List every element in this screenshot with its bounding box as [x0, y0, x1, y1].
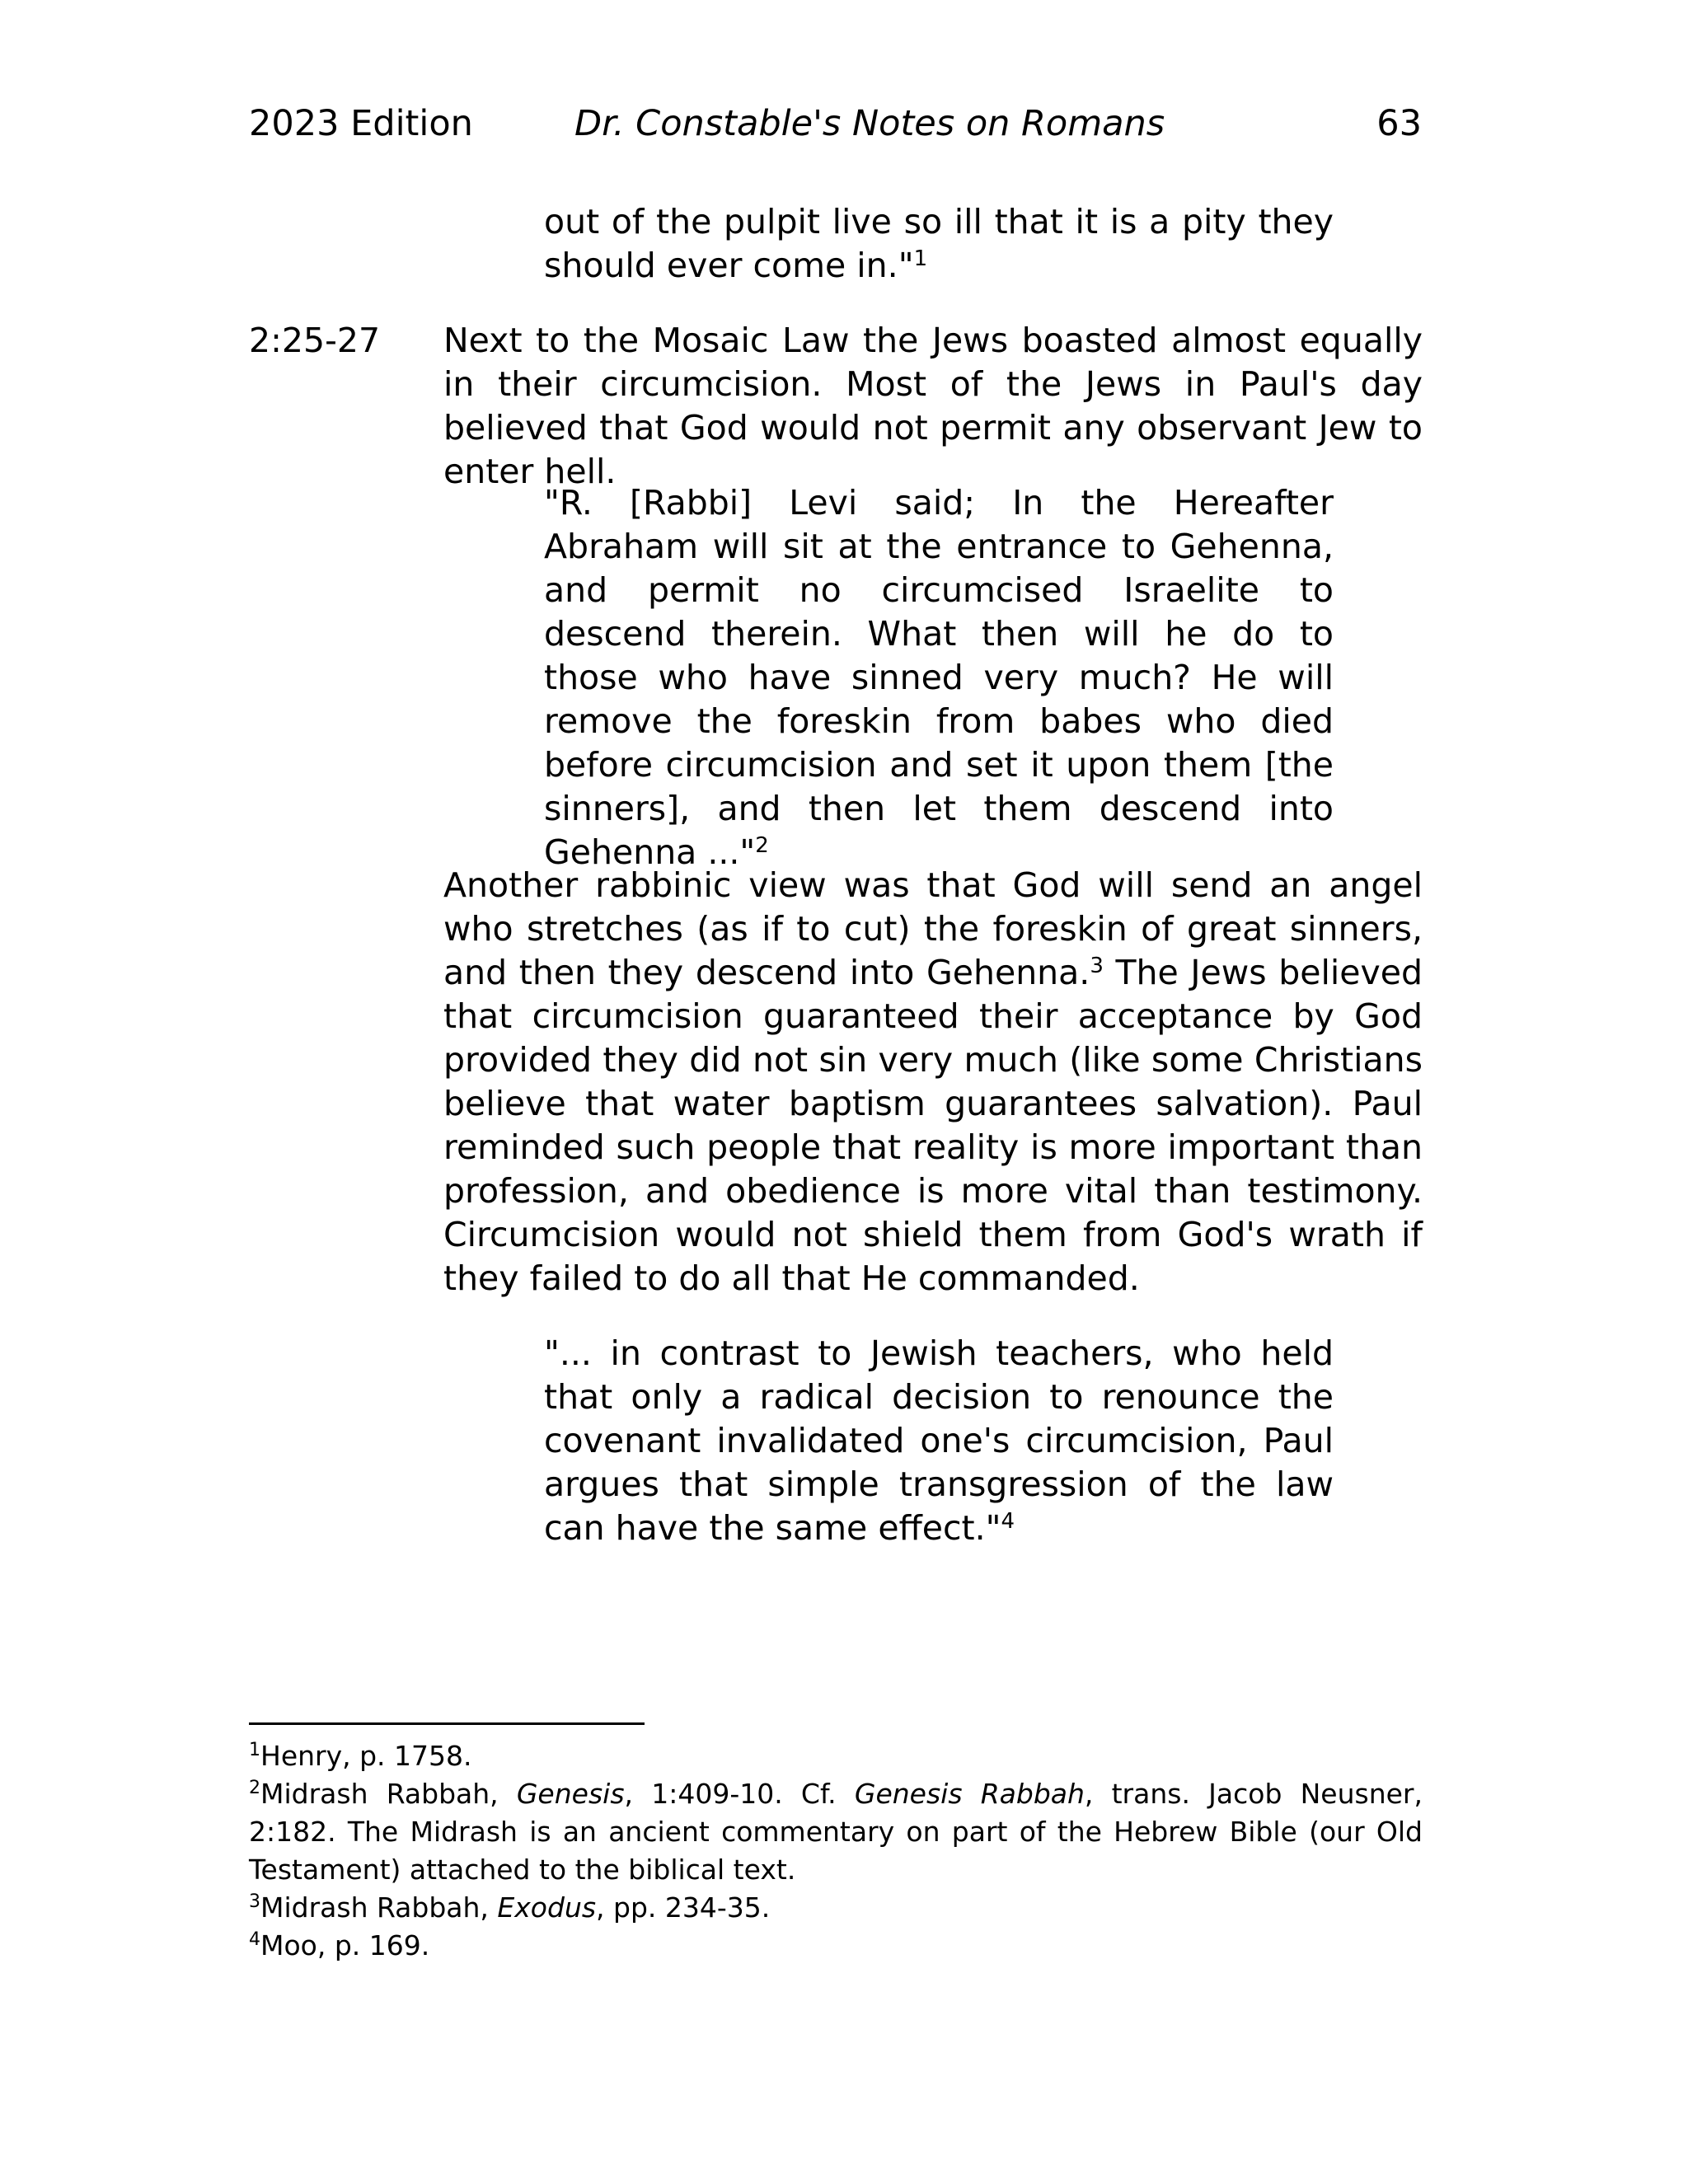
verse-reference: 2:25-27 [249, 321, 381, 360]
quote-text: "... in contrast to Jewish teachers, who held that only a radical decision to renounce the covenant invalidated one's circumcision, Paul argues that simple transgression of the law can have the same effect." [544, 1333, 1334, 1548]
footnote-book-title: Genesis Rabbah [854, 1778, 1085, 1810]
footnote-text: Moo, p. 169. [260, 1929, 430, 1961]
footnote-1 [249, 1737, 1423, 1775]
footnote-number: 2 [249, 1778, 260, 1798]
footnote-text: Henry, p. 1758. [260, 1740, 472, 1772]
footnote-marker: 2 [755, 833, 769, 858]
quote-text: out of the pulpit live so ill that it is a pity they should ever come in." [544, 202, 1334, 285]
footnote-text: Midrash Rabbah, [260, 1891, 498, 1924]
footnote-number: 3 [249, 1891, 260, 1912]
footnote-text: Midrash Rabbah, [260, 1778, 517, 1810]
header-edition: 2023 Edition [249, 103, 473, 144]
paragraph-text: Another rabbinic view was that God will send an angel who stretches (as if to cut) the foreskin of great sinners, and then they descend into Gehenna. [443, 865, 1423, 992]
block-quote-moo [544, 1332, 1334, 1550]
paragraph-text: The Jews believed that circumcision guaranteed their acceptance by God provided they did not sin very much (like some Christians believe that water baptism guarantees salvation). Paul reminded such people that reality is more important than profession, and obedience is more vital than testimony. Circumcision would not shield them from God's wrath if they failed to do all that He commanded. [443, 953, 1423, 1298]
footnote-text: , trans. Jacob Neusner, 2:182. The Midrash is an ancient commentary on part of the Hebrew Bible (our Old Testament) attached to the biblical text. [249, 1778, 1423, 1886]
header-title: Dr. Constable's Notes on Romans [574, 103, 1165, 144]
footnote-text: , pp. 234-35. [596, 1891, 771, 1924]
footnotes [249, 1737, 1423, 1965]
paragraph-intro: Next to the Mosaic Law the Jews boasted almost equally in their circumcision. Most of the Jews in Paul's day believed that God would not permit any observant Jew to enter hell. [443, 321, 1423, 491]
footnote-book-title: Exodus [497, 1891, 597, 1924]
footnote-3 [249, 1889, 1423, 1927]
block-quote-henry [544, 200, 1334, 288]
paragraph-rabbinic-view [443, 864, 1423, 1301]
quote-text: "R. [Rabbi] Levi said; In the Hereafter Abraham will sit at the entrance to Gehenna, and permit no circumcised Israelite to descend therein. What then will he do to those who have sinned very much? He will remove the foreskin from babes who died before circumcision and set it upon them [the sinners], and then let them descend into Gehenna ..." [544, 483, 1334, 872]
footnote-marker: 1 [913, 246, 928, 271]
footnote-4 [249, 1927, 1423, 1965]
block-quote-midrash [544, 481, 1334, 874]
footnote-2 [249, 1775, 1423, 1889]
footnote-number: 4 [249, 1929, 260, 1950]
footnote-text: , 1:409-10. Cf. [624, 1778, 855, 1810]
header-page-number: 63 [1376, 103, 1422, 144]
footnote-marker: 4 [1001, 1509, 1015, 1534]
footnote-book-title: Genesis [516, 1778, 625, 1810]
footnote-number: 1 [249, 1740, 260, 1760]
footnote-divider [249, 1722, 645, 1725]
footnote-marker: 3 [1090, 954, 1104, 978]
